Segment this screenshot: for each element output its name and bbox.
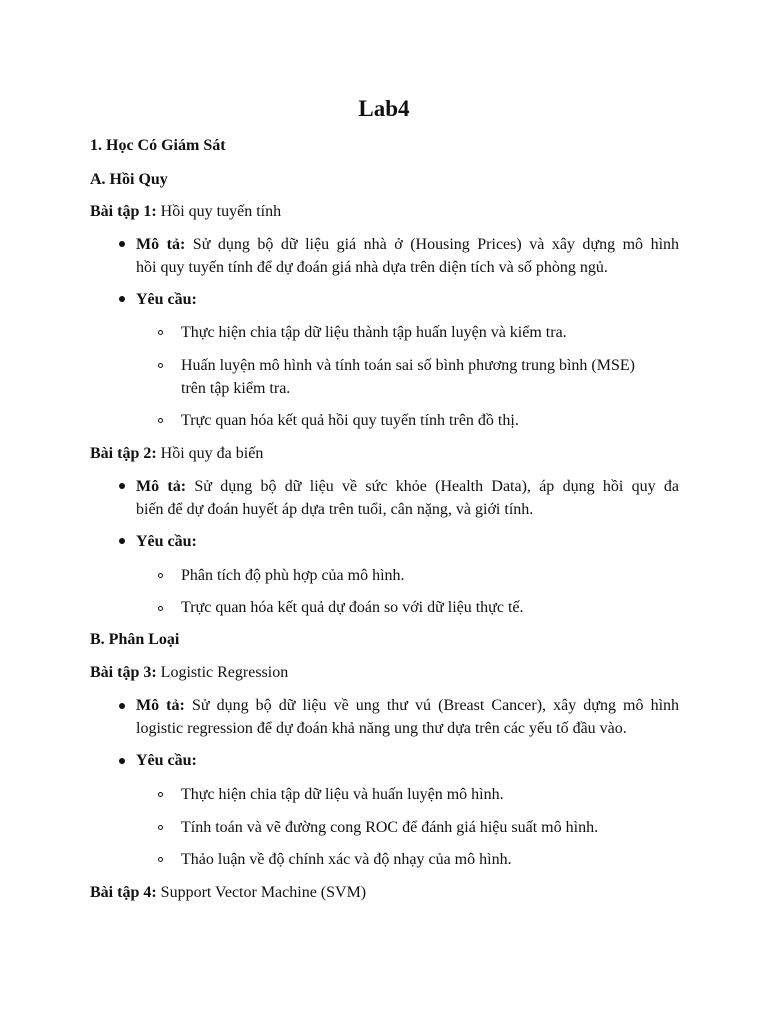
exercise-3-requirement-3: Thảo luận về độ chính xác và độ nhạy của mô hình. [181,851,512,868]
description-text: Sử dụng bộ dữ liệu về ung thư vú (Breast Cancer), xây dựng mô hình [191,697,680,714]
exercise-1-description-line2: hồi quy tuyến tính để dự đoán giá nhà dựa trên diện tích và số phòng ngủ. [136,259,608,276]
exercise-3-label: Bài tập 3: [90,664,157,681]
exercise-3-heading [90,662,288,684]
exercise-4-label: Bài tập 4: [90,884,157,901]
bullet-icon [119,483,125,489]
exercise-1-requirement-2-line2: trên tập kiểm tra. [181,380,291,397]
document-title: Lab4 [358,96,410,121]
circle-bullet-icon [158,825,163,830]
bullet-icon [119,703,125,709]
circle-bullet-icon [158,857,163,862]
exercise-2-requirement-2: Trực quan hóa kết quả dự đoán so với dữ liệu thực tế. [181,599,524,616]
exercise-1-requirement-2-line1: Huấn luyện mô hình và tính toán sai số bình phương trung bình (MSE) [181,357,635,374]
exercise-1-requirement-3: Trực quan hóa kết quả hồi quy tuyến tính trên đồ thị. [181,412,519,429]
circle-bullet-icon [158,792,163,797]
bullet-icon [119,296,125,302]
exercise-4-heading [90,882,366,904]
exercise-1-heading [90,201,281,223]
exercise-1-requirement-1: Thực hiện chia tập dữ liệu thành tập huấn luyện và kiểm tra. [181,324,567,341]
exercise-2-description-line2: biến để dự đoán huyết áp dựa trên tuổi, cân nặng, và giới tính. [136,501,534,518]
exercise-1-name: Hồi quy tuyến tính [160,203,282,220]
bullet-icon [119,758,125,764]
exercise-1-requirements-label: Yêu cầu: [136,291,197,308]
exercise-3-name: Logistic Regression [160,664,289,681]
circle-bullet-icon [158,606,163,611]
exercise-2-requirement-1: Phân tích độ phù hợp của mô hình. [181,567,405,584]
circle-bullet-icon [158,363,163,368]
bullet-icon [119,241,125,247]
section-heading-supervised: 1. Học Có Giám Sát [90,137,226,154]
circle-bullet-icon [158,418,163,423]
exercise-1-label: Bài tập 1: [90,203,157,220]
exercise-3-requirement-2: Tính toán và vẽ đường cong ROC để đánh giá hiệu suất mô hình. [181,819,599,836]
exercise-2-requirements-label: Yêu cầu: [136,533,197,550]
exercise-3-requirements-label: Yêu cầu: [136,752,197,769]
exercise-2-description-line1 [136,476,679,498]
description-label: Mô tả: [136,236,186,253]
exercise-1-description-line1 [136,234,679,256]
exercise-3-description-line1 [136,695,679,717]
section-heading-classification: B. Phân Loại [90,631,180,648]
exercise-3-description-line2: logistic regression để dự đoán khả năng ung thư dựa trên các yếu tố đầu vào. [136,720,627,737]
description-label: Mô tả: [136,478,187,495]
exercise-2-heading [90,443,263,465]
description-text: Sử dụng bộ dữ liệu về sức khỏe (Health Data), áp dụng hồi quy đa [194,478,680,495]
exercise-2-label: Bài tập 2: [90,445,157,462]
circle-bullet-icon [158,573,163,578]
description-label: Mô tả: [136,697,185,714]
exercise-2-name: Hồi quy đa biến [160,445,264,462]
exercise-4-name: Support Vector Machine (SVM) [160,884,367,901]
description-text: Sử dụng bộ dữ liệu giá nhà ở (Housing Prices) và xây dựng mô hình [192,236,680,253]
bullet-icon [119,538,125,544]
exercise-3-requirement-1: Thực hiện chia tập dữ liệu và huấn luyện mô hình. [181,786,504,803]
section-heading-regression: A. Hồi Quy [90,171,168,188]
circle-bullet-icon [158,330,163,335]
